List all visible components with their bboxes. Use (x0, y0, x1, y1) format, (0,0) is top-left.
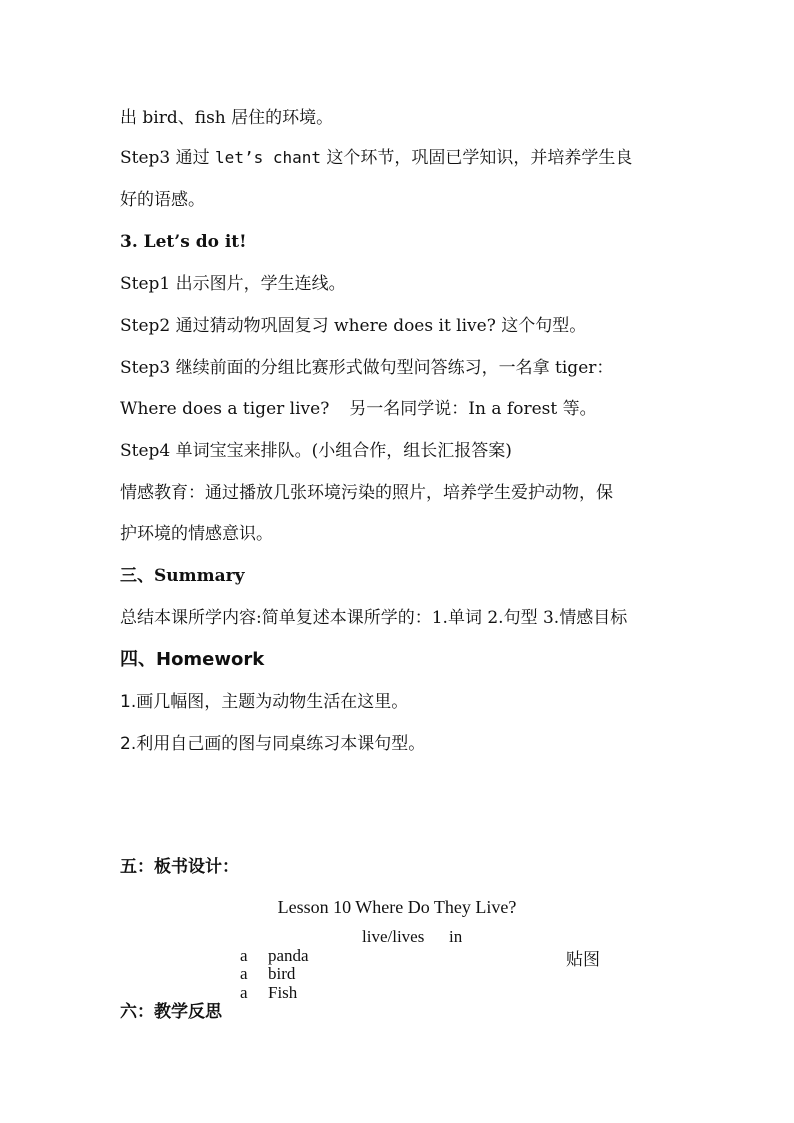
text-line-emotion-2: 护环境的情感意识。 (120, 524, 273, 544)
section-heading-homework: 四、Homework (120, 649, 265, 670)
tiger-question: Where does a tiger live? (120, 399, 330, 419)
section-heading-lets-do-it: 3. Let’s do it! (120, 232, 247, 252)
text-line-emotion-1: 情感教育：通过播放几张环境污染的照片，培养学生爱护动物，保 (120, 483, 613, 503)
homework-item-2: 2.利用自己画的图与同桌练习本课句型。 (120, 734, 426, 754)
tiger-answer: 另一名同学说：In a forest 等。 (349, 399, 597, 419)
board-row-word: panda (268, 946, 309, 965)
step3-prefix: Step3 通过 (120, 148, 216, 168)
board-verb: live/lives (362, 927, 425, 946)
text-line-step3-chant (120, 146, 632, 170)
board-row-word: bird (268, 964, 296, 983)
board-row-article: a (240, 964, 248, 983)
text-line-summary: 总结本课所学内容:简单复述本课所学的：1.单词 2.句型 3.情感目标 (120, 608, 628, 628)
section-heading-board-design: 五：板书设计： (120, 857, 239, 877)
board-row-article: a (240, 946, 248, 965)
text-line-1: 出 bird、fish 居住的环境。 (120, 108, 334, 128)
board-title: Lesson 10 Where Do They Live? (277, 897, 517, 917)
section-heading-summary: 三、Summary (120, 566, 245, 586)
text-line-3: 好的语感。 (120, 190, 205, 210)
text-line-step3: Step3 继续前面的分组比赛形式做句型问答练习，一名拿 tiger： (120, 358, 614, 378)
lets-chant-code: let’s chant (215, 148, 322, 167)
text-line-step2: Step2 通过猜动物巩固复习 where does it live? 这个句型。 (120, 316, 587, 336)
step3-suffix: 这个环节，巩固已学知识，并培养学生良 (321, 148, 633, 168)
section-heading-reflection: 六：教学反思 (120, 1002, 222, 1022)
board-picture-note: 贴图 (566, 950, 600, 969)
board-row-article: a (240, 983, 248, 1002)
text-line-step4: Step4 单词宝宝来排队。(小组合作，组长汇报答案) (120, 441, 512, 461)
homework-item-1: 1.画几幅图，主题为动物生活在这里。 (120, 692, 409, 712)
board-prep: in (449, 927, 463, 946)
text-line-step1: Step1 出示图片，学生连线。 (120, 274, 346, 294)
board-row-word: Fish (268, 983, 298, 1002)
text-line-tiger-question (120, 397, 597, 421)
